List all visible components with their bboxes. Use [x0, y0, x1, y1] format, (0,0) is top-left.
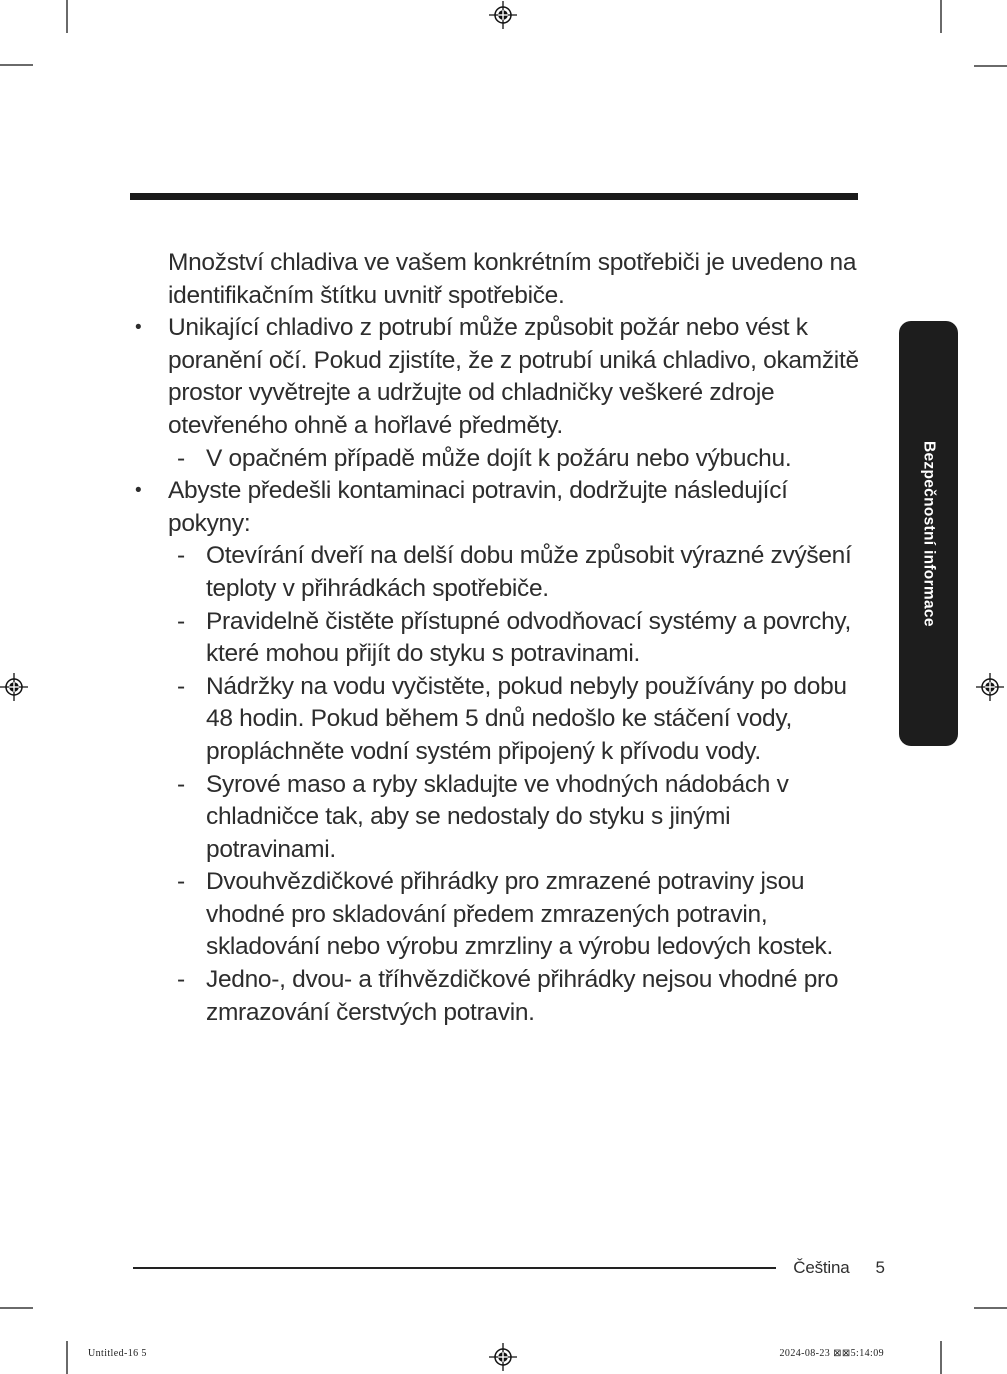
list-item-text: Nádržky na vodu vyčistěte, pokud nebyly používány po dobu 48 hodin. Pokud během 5 dnů nedošlo ke stáčení vody, propláchněte vodní systém připojený k přívodu vody.: [206, 672, 847, 765]
list-item: [130, 671, 860, 769]
dash-marker: -: [177, 444, 185, 472]
list-item: [130, 540, 860, 605]
list-item-text: Jedno-, dvou- a tříhvězdičkové přihrádky nejsou vhodné pro zmrazování čerstvých potravin.: [206, 966, 839, 1026]
crop-mark-bottom-left-horizontal: [0, 1307, 33, 1309]
list-item: [130, 443, 860, 476]
print-footer-filename: Untitled-16 5: [88, 1348, 147, 1359]
list-item: [130, 606, 860, 671]
crop-mark-top-right-vertical: [940, 0, 942, 33]
footer-rule: [133, 1267, 776, 1269]
footer-language-label: Čeština: [793, 1258, 850, 1277]
crop-mark-bottom-left-vertical: [66, 1341, 68, 1374]
crop-mark-top-left-vertical: [66, 0, 68, 33]
crop-mark-top-left-horizontal: [0, 64, 33, 66]
crop-mark-bottom-right-horizontal: [974, 1307, 1007, 1309]
footer-page-number: 5: [875, 1258, 885, 1277]
list-item-text: V opačném případě může dojít k požáru nebo výbuchu.: [206, 444, 792, 472]
list-item: [130, 866, 860, 964]
registration-mark-icon: [0, 672, 29, 702]
list-item: [130, 964, 860, 1029]
side-tab-label: Bezpečnostní informace: [920, 440, 938, 627]
list-item: [130, 247, 860, 312]
list-item: [130, 312, 860, 442]
list-item-text: Pravidelně čistěte přístupné odvodňovací systémy a povrchy, které mohou přijít do styku s potravinami.: [206, 607, 852, 668]
dash-marker: -: [177, 542, 185, 570]
registration-mark-icon: [488, 0, 518, 30]
bullet-marker: •: [135, 317, 142, 339]
registration-mark-icon: [975, 672, 1005, 702]
print-footer-timestamp: 2024-08-23 ⊠⊠5:14:09: [779, 1348, 884, 1359]
list-item-text: Otevírání dveří na delší dobu může způsobit výrazné zvýšení teploty v přihrádkách spotřebiče.: [206, 542, 852, 602]
dash-marker: -: [177, 868, 185, 896]
list-item-text: Unikající chladivo z potrubí může způsobit požár nebo vést k poranění očí. Pokud zjistíte, že z potrubí uniká chladivo, okamžitě prostor vyvětrejte a udržujte od chladničky veškeré zdroje otevřeného ohně a hořlavé předměty.: [168, 314, 859, 439]
dash-marker: -: [177, 672, 185, 700]
list-item-text: Syrové maso a ryby skladujte ve vhodných nádobách v chladničce tak, aby se nedostaly do styku s jinými potravinami.: [206, 770, 789, 863]
list-item: [130, 769, 860, 867]
list-item-text: Abyste předešli kontaminaci potravin, dodržujte následující pokyny:: [168, 477, 788, 537]
side-tab-safety-information: [899, 321, 958, 746]
list-item-text: Množství chladiva ve vašem konkrétním spotřebiči je uvedeno na identifikačním štítku uvnitř spotřebiče.: [168, 249, 857, 309]
bullet-marker: •: [135, 480, 142, 502]
list-item: [130, 475, 860, 540]
registration-mark-icon: [488, 1342, 518, 1372]
safety-text-list: [130, 247, 860, 1029]
dash-marker: -: [177, 966, 185, 994]
page-footer: [133, 1256, 885, 1280]
crop-mark-bottom-right-vertical: [940, 1341, 942, 1374]
dash-marker: -: [177, 607, 185, 635]
list-item-text: Dvouhvězdičkové přihrádky pro zmrazené potraviny jsou vhodné pro skladování předem zmrazených potravin, skladování nebo výrobu zmrzliny a výrobu ledových kostek.: [206, 868, 834, 961]
crop-mark-top-right-horizontal: [974, 65, 1007, 67]
section-top-rule: [130, 193, 858, 200]
dash-marker: -: [177, 770, 185, 798]
safety-text-content: [130, 247, 860, 1029]
